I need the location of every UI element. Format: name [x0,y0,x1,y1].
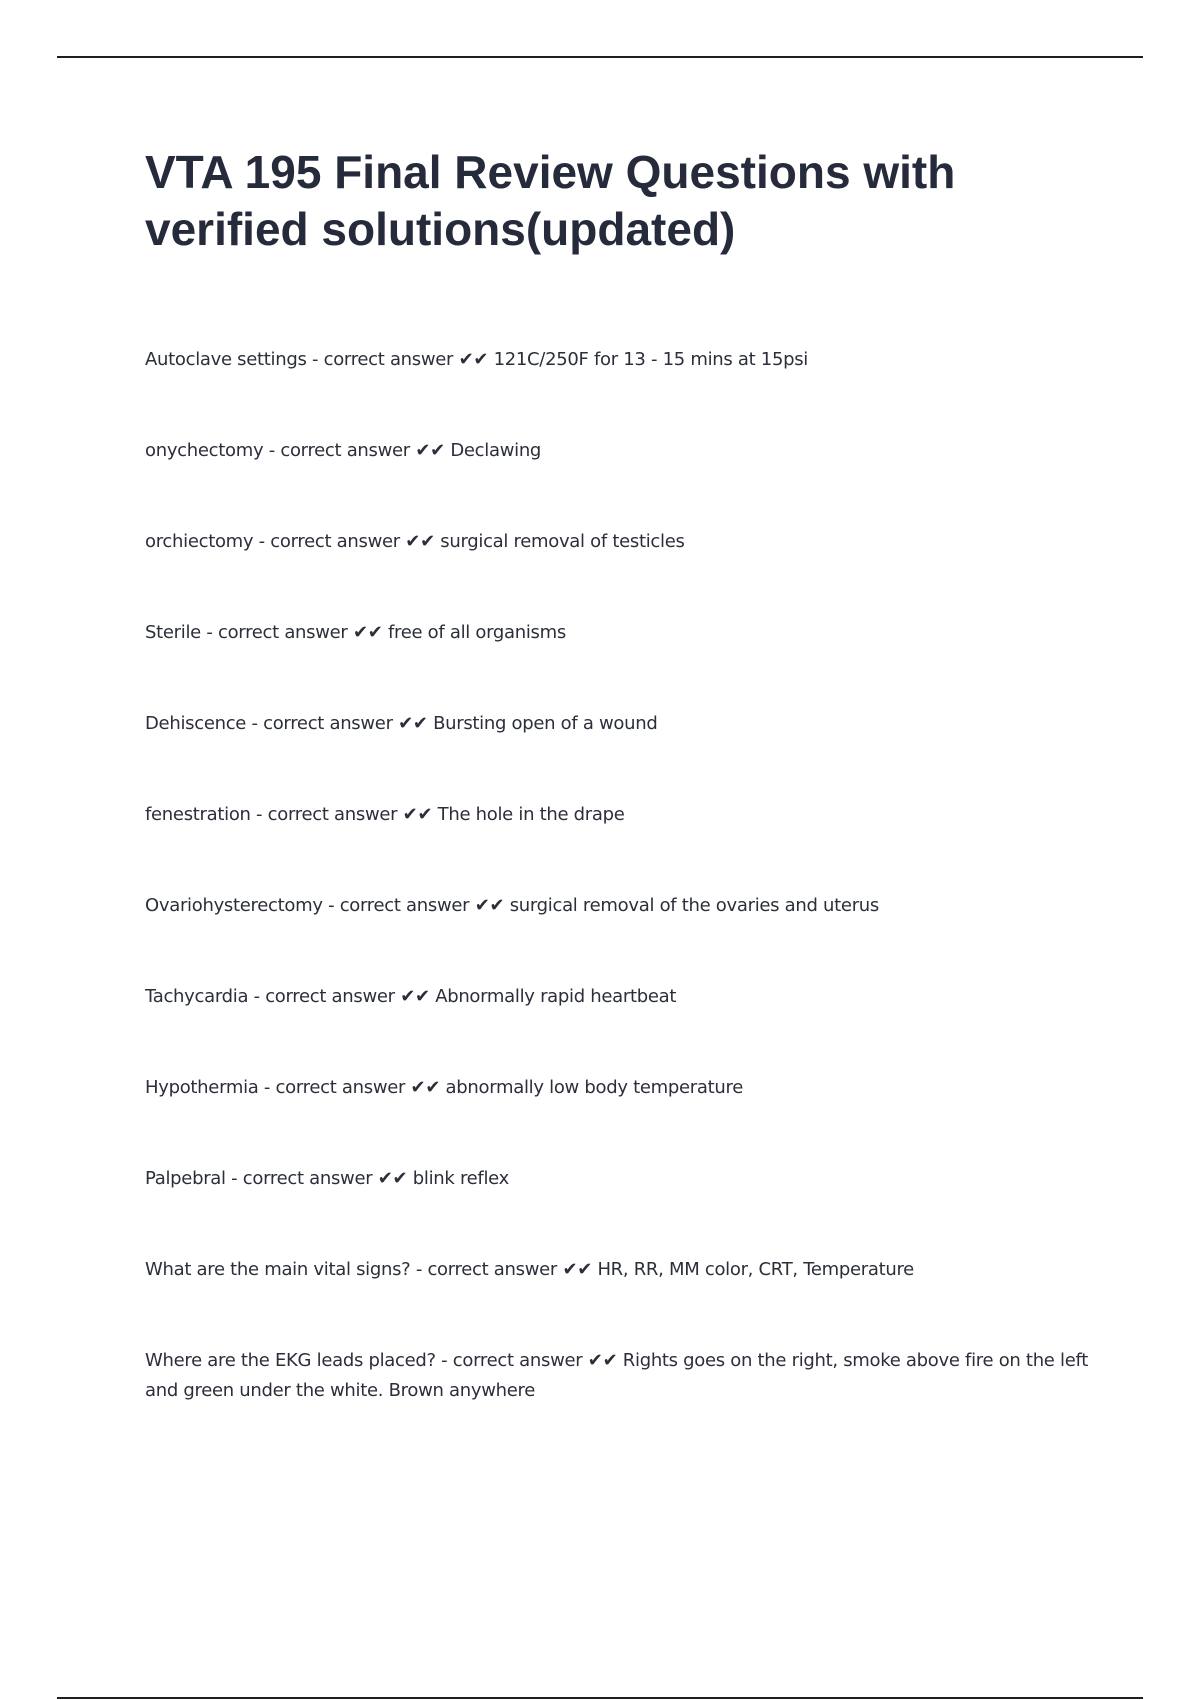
qa-separator: - correct answer ✔✔ [322,895,510,916]
qa-separator: - correct answer ✔✔ [258,1077,446,1098]
qa-answer: surgical removal of testicles [440,531,685,552]
qa-separator: - correct answer ✔✔ [435,1350,623,1371]
qa-item [145,527,1090,557]
qa-answer: surgical removal of the ovaries and uterus [509,895,879,916]
qa-answer: Bursting open of a wound [433,713,658,734]
qa-separator: - correct answer ✔✔ [263,440,451,461]
qa-answer: Declawing [450,440,542,461]
qa-separator: - correct answer ✔✔ [248,986,436,1007]
qa-separator: - correct answer ✔✔ [225,1168,413,1189]
top-divider [57,56,1143,58]
qa-term: Sterile [145,622,201,643]
qa-separator: - correct answer ✔✔ [410,1259,598,1280]
qa-answer: Rights goes on the right, smoke above fire on the left and green under the white. Brown anywhere [145,1350,1088,1401]
qa-answer: 121C/250F for 13 - 15 mins at 15psi [493,349,809,370]
qa-answer: The hole in the drape [437,804,625,825]
qa-term: Palpebral [145,1168,226,1189]
document-title: VTA 195 Final Review Questions with verified solutions(updated) [145,146,956,255]
qa-item [145,982,1090,1012]
qa-answer: blink reflex [412,1168,509,1189]
qa-term: fenestration [145,804,251,825]
qa-term: Autoclave settings [145,349,307,370]
qa-answer: abnormally low body temperature [445,1077,743,1098]
qa-separator: - correct answer ✔✔ [200,622,388,643]
qa-item [145,800,1090,830]
qa-term: Hypothermia [145,1077,259,1098]
qa-term: Ovariohysterectomy [145,895,323,916]
qa-item [145,1255,1090,1285]
qa-separator: - correct answer ✔✔ [250,804,438,825]
bottom-divider [57,1697,1143,1699]
qa-separator: - correct answer ✔✔ [306,349,494,370]
qa-separator: - correct answer ✔✔ [253,531,441,552]
qa-term: orchiectomy [145,531,254,552]
qa-answer: Abnormally rapid heartbeat [435,986,677,1007]
qa-term: What are the main vital signs? [145,1259,411,1280]
qa-item [145,1164,1090,1194]
qa-term: Tachycardia [145,986,249,1007]
qa-item [145,1346,1090,1406]
qa-answer: HR, RR, MM color, CRT, Temperature [597,1259,914,1280]
qa-item [145,618,1090,648]
qa-item [145,891,1090,921]
qa-term: Dehiscence [145,713,247,734]
qa-item [145,1073,1090,1103]
qa-term: Where are the EKG leads placed? [145,1350,436,1371]
qa-item [145,709,1090,739]
qa-item [145,436,1090,466]
qa-item [145,345,1090,375]
qa-separator: - correct answer ✔✔ [246,713,434,734]
qa-answer: free of all organisms [387,622,566,643]
qa-term: onychectomy [145,440,264,461]
qa-list [145,345,1090,1467]
